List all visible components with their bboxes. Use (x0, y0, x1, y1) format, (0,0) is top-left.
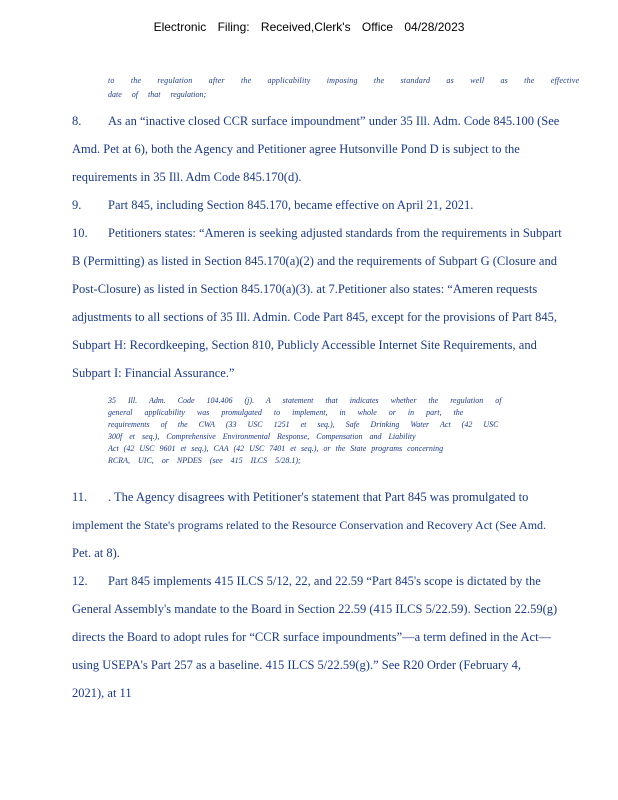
paragraph-8-line-3: requirements in 35 Ill. Adm Code 845.170(d). (72, 170, 302, 184)
paragraph-11-line-2: implement the State's programs related to the Resource Conservation and Recovery Act (See Amd. (72, 518, 547, 532)
paragraph-number: 11. (72, 490, 88, 504)
paragraph-8-line-2: Amd. Pet at 6), both the Agency and Petitioner agree Hutsonville Pond D is subject to the (72, 142, 520, 156)
paragraph-11-line-3: Pet. at 8). (72, 546, 120, 560)
paragraph-10-line-1: 10. Petitioners states: “Ameren is seeking adjusted standards from the requirements in Subpart (72, 226, 562, 240)
quote-line: 300f et seq.), Comprehensive Environmental Response, Compensation and Liability (108, 432, 416, 441)
paragraph-12-line-2: General Assembly's mandate to the Board in Section 22.59 (415 ILCS 5/22.59). Section 22.59(g) (72, 602, 558, 616)
paragraph-10-line-5: Subpart H: Recordkeeping, Section 810, Publicly Accessible Internet Site Requirements, and (72, 338, 537, 352)
quote-line: general applicability was promulgated to implement, in whole or in part, the (108, 408, 464, 417)
quote-line: 35 Ill. Adm. Code 104.406 (j). A statement that indicates whether the regulation of (108, 396, 502, 405)
paragraph-10-line-6: Subpart I: Financial Assurance.” (72, 366, 235, 380)
paragraph-10-line-4: adjustments to all sections of 35 Ill. Admin. Code Part 845, except for the provisions of Part 845, (72, 310, 558, 324)
paragraph-10-line-3: Post-Closure) as listed in Section 845.170(a)(3). at 7.Petitioner also states: “Ameren requests (72, 282, 538, 296)
paragraph-number: 12. (72, 574, 88, 588)
paragraph-10-line-2: B (Permitting) as listed in Section 845.170(a)(2) and the requirements of Subpart G (Closure and (72, 254, 557, 268)
paragraph-number: 8. (72, 114, 82, 128)
quote-line: date of that regulation; (108, 90, 207, 99)
paragraph-12-line-1: 12. Part 845 implements 415 ILCS 5/12, 22, and 22.59 “Part 845's scope is dictated by the (72, 574, 541, 588)
quote-line: RCRA, UIC, or NPDES (see 415 ILCS 5/28.1); (108, 456, 301, 465)
paragraph-11-line-1: 11. . The Agency disagrees with Petitioner's statement that Part 845 was promulgated to (72, 490, 529, 504)
filing-header: Electronic Filing: Received,Clerk's Office 04/28/2023 (153, 20, 465, 34)
paragraph-12-line-5: 2021), at 11 (72, 686, 132, 700)
paragraph-12-line-4: using USEPA's Part 257 as a baseline. 415 ILCS 5/22.59(g).” See R20 Order (February 4, (72, 658, 521, 672)
paragraph-8-line-1: 8. As an “inactive closed CCR surface impoundment” under 35 Ill. Adm. Code 845.100 (See (72, 114, 560, 128)
quote-line: Act (42 USC 9601 et seq.), CAA (42 USC 7401 et seq.), or the State programs concerning (108, 444, 444, 453)
paragraph-12-line-3: directs the Board to adopt rules for “CCR surface impoundments”—a term defined in the Act— (72, 630, 552, 644)
paragraph-number: 9. (72, 198, 82, 212)
paragraph-number: 10. (72, 226, 88, 240)
quote-line: requirements of the CWA (33 USC 1251 et seq.), Safe Drinking Water Act (42 USC (108, 420, 499, 429)
quote-line: to the regulation after the applicability imposing the standard as well as the effective (108, 76, 580, 85)
paragraph-9-line-1: 9. Part 845, including Section 845.170, became effective on April 21, 2021. (72, 198, 474, 212)
